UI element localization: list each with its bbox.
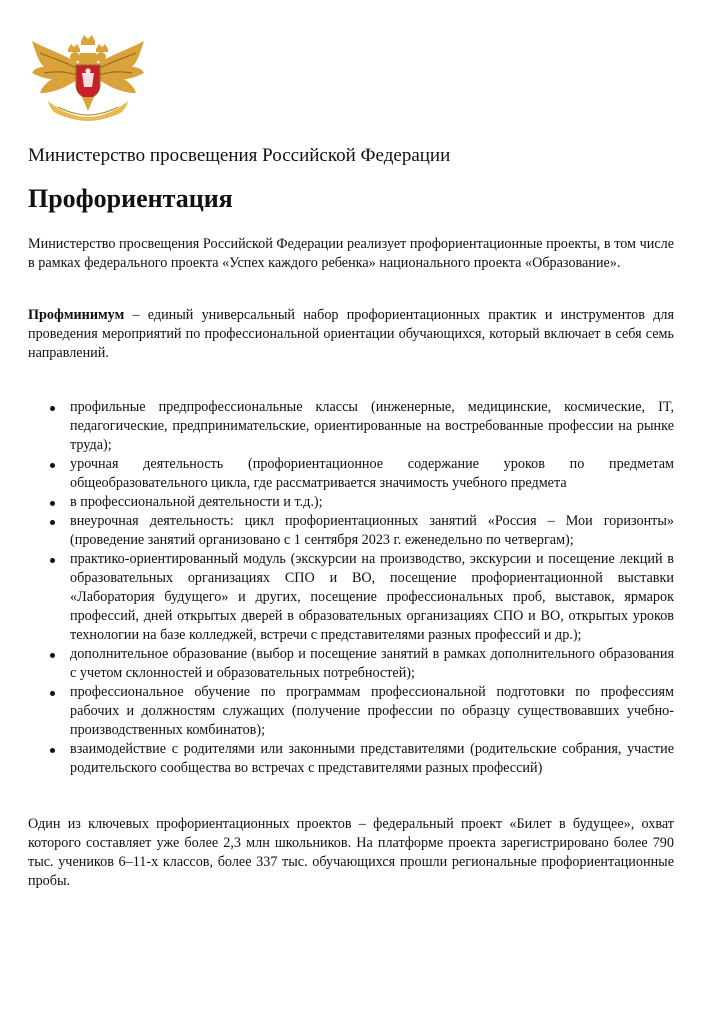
profminimum-term: Профминимум xyxy=(28,307,125,323)
bullet-icon xyxy=(50,463,55,468)
list-item-text: внеурочная деятельность: цикл профориентационных занятий «Россия – Мои горизонты» (проведение занятий организовано с 1 сентября 2023 г. еженедельно по четвергам); xyxy=(70,513,674,548)
list-item xyxy=(70,683,674,740)
bullet-icon xyxy=(50,691,55,696)
profminimum-paragraph xyxy=(28,306,674,363)
list-item-text: урочная деятельность (профориентационное содержание уроков по предметам общеобразовательного цикла, где рассматривается значимость учебного предмета xyxy=(70,456,674,491)
list-item xyxy=(70,455,674,493)
profminimum-text: – единый универсальный набор профориентационных практик и инструментов для проведения мероприятий по профессиональной ориентации обучающихся, который включает в себя семь направлений. xyxy=(28,307,674,361)
list-item-text: дополнительное образование (выбор и посещение занятий в рамках дополнительного образования с учетом склонностей и образовательных потребностей); xyxy=(70,646,674,681)
bullet-icon xyxy=(50,501,55,506)
bullet-icon xyxy=(50,748,55,753)
bullet-icon xyxy=(50,558,55,563)
list-item-text: взаимодействие с родителями или законными представителями (родительские собрания, участие родительского сообщества во встречах с представителями разных профессий) xyxy=(70,741,674,776)
list-item-text: профильные предпрофессиональные классы (инженерные, медицинские, космические, IT, педагогические, предпринимательские, ориентированные на востребованные профессии на рынке труда); xyxy=(70,399,674,453)
list-item-text: в профессиональной деятельности и т.д.); xyxy=(70,494,323,510)
bullet-icon xyxy=(50,520,55,525)
list-item-text: практико-ориентированный модуль (экскурсии на производство, экскурсии и посещение лекций в образовательных организациях СПО и ВО, посещение профориентационной выставки «Лаборатория будущего» и других, посещение профессиональных проб, выставок, ярмарок профессий, дней открытых дверей в образовательных организациях СПО и ВО, открытых уроков технологии на базе колледжей, встречи с представителями разных профессий и др.); xyxy=(70,551,674,643)
bullet-icon xyxy=(50,653,55,658)
list-item-text: профессиональное обучение по программам профессиональной подготовки по профессиям рабочих и должностям служащих (получение профессии по образцу существовавших учебно-производственных комбинатов); xyxy=(70,684,674,738)
list-item xyxy=(70,550,674,645)
closing-paragraph: Один из ключевых профориентационных проектов – федеральный проект «Билет в будущее», охват которого составляет уже более 2,3 млн школьников. На платформе проекта зарегистрировано более 790 тыс. учеников 6–11-х классов, более 337 тыс. обучающихся прошли региональные профориентационные пробы. xyxy=(28,816,674,889)
intro-paragraph: Министерство просвещения Российской Федерации реализует профориентационные проекты, в том числе в рамках федерального проекта «Успех каждого ребенка» национального проекта «Образование». xyxy=(28,236,674,271)
list-item xyxy=(70,398,674,455)
double-headed-eagle-emblem-icon xyxy=(28,35,148,121)
list-item xyxy=(70,512,674,550)
ministry-name: Министерство просвещения Российской Федерации xyxy=(28,145,451,166)
bullet-icon xyxy=(50,406,55,411)
list-item xyxy=(70,740,674,778)
page-title: Профориентация xyxy=(28,184,233,213)
directions-list xyxy=(0,398,724,778)
list-item xyxy=(70,493,674,512)
list-item xyxy=(70,645,674,683)
